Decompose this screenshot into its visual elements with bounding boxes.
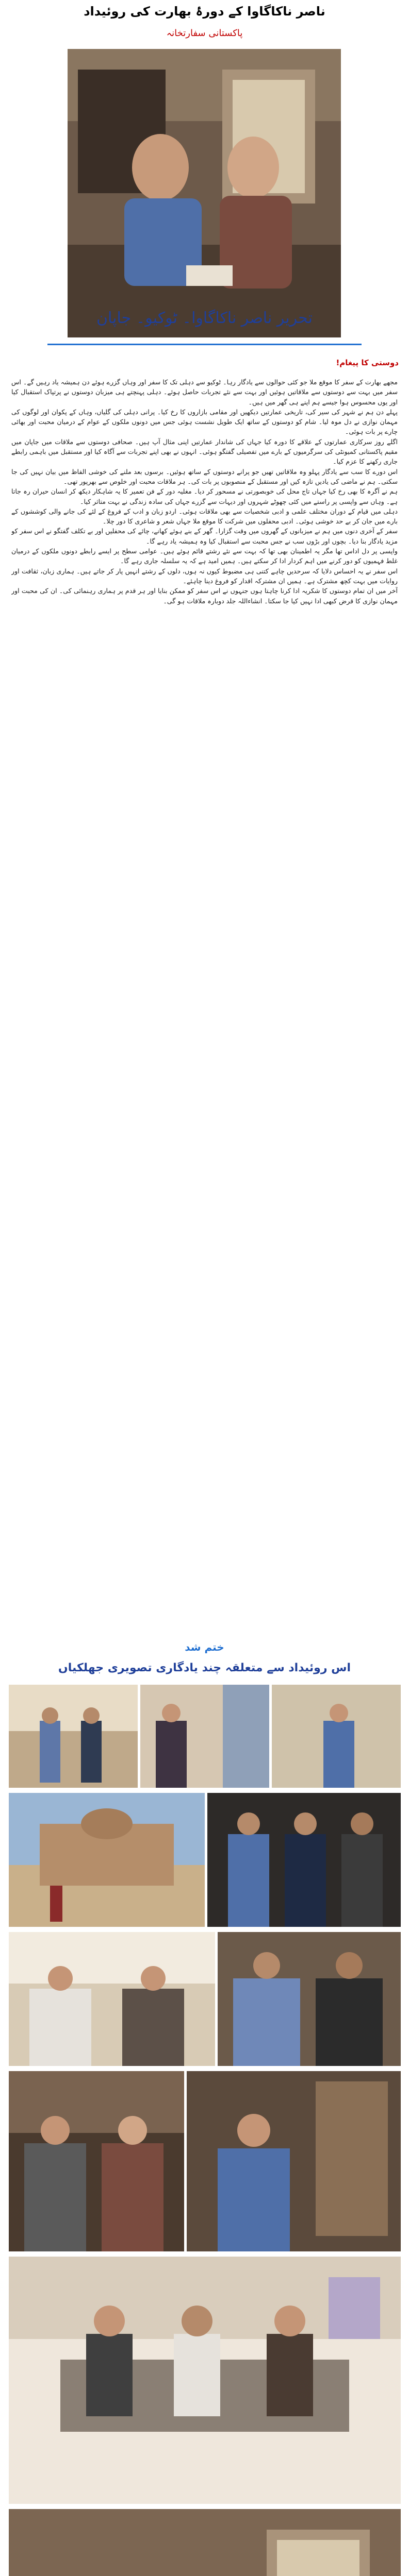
byline: تحریر ناصر ناکاگاوا۔ ٹوکیو۔ جاپان — [96, 309, 313, 327]
gallery-photo-11 — [9, 2509, 401, 2576]
section-heading: دوستی کا پیغام! — [336, 358, 399, 367]
gallery-photo-3 — [272, 1685, 401, 1788]
top-divider — [47, 344, 362, 345]
article-paragraph: واپسی پر دل اداس تھا مگر یہ اطمینان بھی تھا کہ بہت سے نئے رشتے قائم ہوئے ہیں۔ عوامی سطح پر ایسے رابطے دونوں ملکوں کے درمیان غلط فہمیوں کو دور کرنے میں اہم کردار ادا کر سکتے ہیں۔ ہمیں امید ہے کہ یہ سلسلہ جاری رہے گا۔ — [11, 547, 398, 565]
page-title: ناصر ناکاگاوا کے دورۂ بھارت کی روئیداد — [84, 4, 325, 19]
gallery-photo-8 — [9, 2071, 184, 2251]
article-paragraph: مجھے بھارت کے سفر کا موقع ملا جو کئی حوالوں سے یادگار رہا۔ ٹوکیو سے دہلی تک کا سفر اور وہاں گزرے ہوئے دن ہمیشہ یاد رہیں گے۔ اس سفر میں بہت سے دوستوں سے ملاقاتیں ہوئیں اور بہت سے نئے تجربات حاصل ہوئے۔ دہلی پہنچتے ہی میزبان دوستوں نے پرتپاک استقبال کیا اور یوں محسوس ہوا جیسے ہم اپنے ہی گھر میں ہیں۔ — [11, 378, 398, 406]
article-paragraph: اس سفر نے یہ احساس دلایا کہ سرحدیں چاہے کتنی ہی مضبوط کیوں نہ ہوں، دلوں کے رشتے انہیں پار کر جاتے ہیں۔ ہماری زبان، ثقافت اور روایات میں بہت کچھ مشترک ہے۔ ہمیں ان مشترکہ اقدار کو فروغ دینا چاہئے۔ — [11, 567, 398, 585]
article-body — [11, 377, 398, 1634]
article-page — [6, 0, 403, 2576]
article-paragraph: دہلی میں قیام کے دوران مختلف علمی و ادبی شخصیات سے بھی ملاقات ہوئی۔ اردو زبان و ادب کے فروغ کے لئے کی جانے والی کوششوں کے بارے میں جان کر بے حد خوشی ہوئی۔ ادبی محفلوں میں شرکت کا موقع ملا جہاں شعر و شاعری کا دور چلا۔ — [11, 507, 398, 526]
article-paragraph: اگلے روز سرکاری عمارتوں کے علاقے کا دورہ کیا جہاں کی شاندار عمارتیں اپنی مثال آپ ہیں۔ صحافی دوستوں سے ملاقات میں جاپان میں مقیم پاکستانی کمیونٹی کی سرگرمیوں کے بارے میں تفصیلی گفتگو ہوئی۔ انہوں نے بھی اپنے تجربات سے آگاہ کیا اور مستقبل میں باہمی رابطے جاری رکھنے کا عزم کیا۔ — [11, 437, 398, 466]
article-paragraph: سفر کے آخری دنوں میں ہم نے میزبانوں کے گھروں میں وقت گزارا۔ گھر کے بنے ہوئے کھانے، چائے کی محفلیں اور بے تکلف گفتگو نے اس سفر کو مزید یادگار بنا دیا۔ بچوں اور بڑوں سب نے جس محبت سے استقبال کیا وہ ہمیشہ یاد رہے گا۔ — [11, 527, 398, 545]
article-paragraph: آخر میں ان تمام دوستوں کا شکریہ ادا کرنا چاہتا ہوں جنہوں نے اس سفر کو ممکن بنایا اور ہر قدم پر ہماری رہنمائی کی۔ ان کی محبت اور مہمان نوازی کا قرض کبھی ادا نہیں کیا جا سکتا۔ انشاءاللہ جلد دوبارہ ملاقات ہو گی۔ — [11, 587, 398, 605]
gallery-photo-4 — [9, 1793, 205, 1927]
hero-photo — [68, 49, 341, 337]
gallery-photo-2 — [140, 1685, 269, 1788]
page-subtitle: پاکستانی سفارتخانہ — [166, 28, 243, 39]
gallery-photo-9 — [187, 2071, 401, 2251]
gallery-photo-1 — [9, 1685, 138, 1788]
gallery-title: اس روئیداد سے متعلقہ چند یادگاری تصویری جھلکیاں — [58, 1662, 351, 1674]
article-paragraph: پہلے دن ہم نے شہر کی سیر کی، تاریخی عمارتیں دیکھیں اور مقامی بازاروں کا رخ کیا۔ پرانی دہلی کی گلیاں، وہاں کے پکوان اور لوگوں کی مہمان نوازی نے دل موہ لیا۔ شام کو دوستوں کے ساتھ ایک طویل نشست ہوئی جس میں دونوں ملکوں کے عوام کے درمیان محبت اور بھائی چارے پر بات ہوئی۔ — [11, 408, 398, 436]
gallery-photo-5 — [207, 1793, 401, 1927]
gallery-photo-7 — [218, 1932, 401, 2066]
article-paragraph: اس دورے کا سب سے یادگار پہلو وہ ملاقاتیں تھیں جو پرانے دوستوں کے ساتھ ہوئیں۔ برسوں بعد ملنے کی خوشی الفاظ میں بیان نہیں کی جا سکتی۔ ہم نے ماضی کی یادیں تازہ کیں اور مستقبل کے منصوبوں پر بات کی۔ ہر ملاقات محبت اور خلوص سے بھرپور تھی۔ — [11, 467, 398, 485]
gallery-photo-6 — [9, 1932, 215, 2066]
article-paragraph: ہم نے آگرہ کا بھی رخ کیا جہاں تاج محل کی خوبصورتی نے مسحور کر دیا۔ مغلیہ دور کے فن تعمیر کا یہ شاہکار دیکھ کر انسان حیران رہ جاتا ہے۔ وہاں سے واپسی پر راستے میں کئی چھوٹے شہروں اور دیہات سے گزرے جہاں کی سادہ زندگی نے بہت متاثر کیا۔ — [11, 487, 398, 505]
end-mark: ختم شد — [185, 1641, 224, 1653]
gallery-photo-10 — [9, 2257, 401, 2504]
